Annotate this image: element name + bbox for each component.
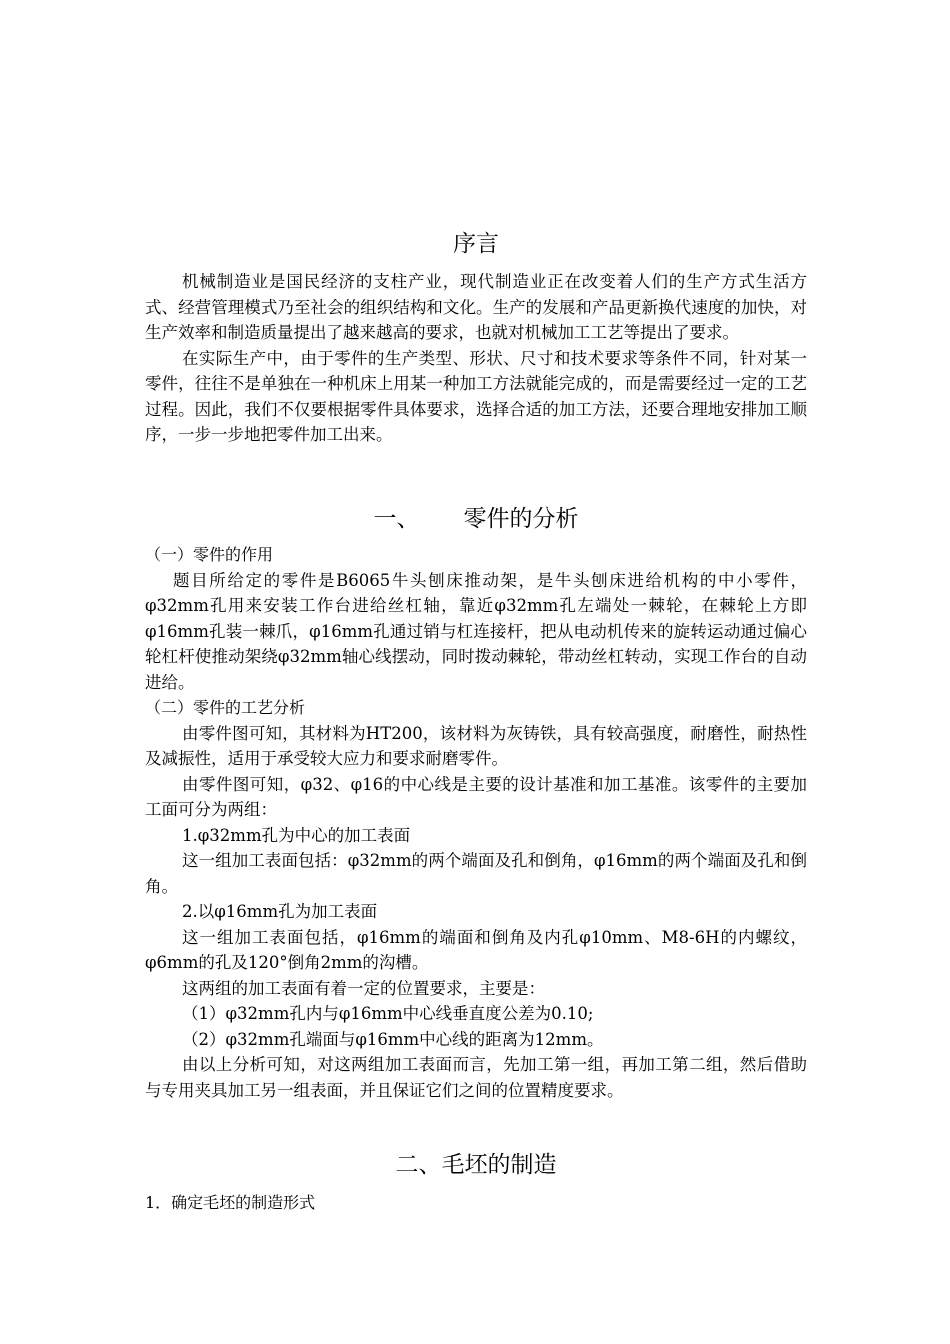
section1-title-number: 一、 xyxy=(373,506,420,532)
section1-title xyxy=(145,504,807,534)
sub2-conclusion: 由以上分析可知，对这两组加工表面而言，先加工第一组，再加工第二组，然后借助与专用夹具加工另一组表面，并且保证它们之间的位置精度要求。 xyxy=(145,1055,807,1100)
section2-item-1: 1．确定毛坯的制造形式 xyxy=(145,1193,316,1212)
section2-title: 二、毛坯的制造 xyxy=(395,1152,557,1178)
preface-body xyxy=(145,269,807,448)
section1-body xyxy=(145,542,807,1103)
sub2-position-intro: 这两组的加工表面有着一定的位置要求，主要是： xyxy=(182,978,545,998)
sub2-group1-paragraph: 这一组加工表面包括：φ32mm的两个端面及孔和倒角，φ16mm的两个端面及孔和倒角。 xyxy=(145,851,807,896)
section1-title-text: 零件的分析 xyxy=(463,506,579,532)
sub2-paragraph-datum: 由零件图可知，φ32、φ16的中心线是主要的设计基准和加工基准。该零件的主要加工面可分为两组： xyxy=(145,774,807,819)
preface-paragraph-2: 在实际生产中，由于零件的生产类型、形状、尺寸和技术要求等条件不同，针对某一零件，往往不是单独在一种机床上用某一种加工方法就能完成的，而是需要经过一定的工艺过程。因此，我们不仅要根据零件具体要求，选择合适的加工方法，还要合理地安排加工顺序，一步一步地把零件加工出来。 xyxy=(145,348,807,444)
sub2-position-item-1: （1）φ32mm孔内与φ16mm中心线垂直度公差为0.10; xyxy=(182,1004,594,1023)
section2-body xyxy=(145,1190,807,1216)
sub2-paragraph-material: 由零件图可知，其材料为HT200，该材料为灰铸铁，具有较高强度，耐磨性，耐热性及减振性，适用于承受较大应力和要求耐磨零件。 xyxy=(145,723,807,768)
sub2-group1-heading: 1.φ32mm孔为中心的加工表面 xyxy=(182,825,411,845)
sub1-paragraph: 题目所给定的零件是B6065牛头刨床推动架，是牛头刨床进给机构的中小零件，φ32mm孔用来安装工作台进给丝杠轴，靠近φ32mm孔左端处一棘轮，在棘轮上方即φ16mm孔装一棘爪，φ16mm孔通过销与杠连接杆，把从电动机传来的旋转运动通过偏心轮杠杆使推动架绕φ32mm轴心线摆动，同时拨动棘轮，带动丝杠转动，实现工作台的自动进给。 xyxy=(145,570,807,692)
sub2-position-item-2: （2）φ32mm孔端面与φ16mm中心线的距离为12mm。 xyxy=(182,1029,604,1049)
sub2-group2-heading: 2.以φ16mm孔为加工表面 xyxy=(182,902,378,921)
sub2-group2-paragraph: 这一组加工表面包括，φ16mm的端面和倒角及内孔φ10mm、M8-6H的内螺纹，φ6mm的孔及120°倒角2mm的沟槽。 xyxy=(145,927,807,972)
preface-paragraph-1: 机械制造业是国民经济的支柱产业，现代制造业正在改变着人们的生产方式生活方式、经营管理模式乃至社会的组织结构和文化。生产的发展和产品更新换代速度的加快，对生产效率和制造质量提出了越来越高的要求，也就对机械加工工艺等提出了要求。 xyxy=(145,272,807,342)
sub2-heading: （二）零件的工艺分析 xyxy=(145,698,306,717)
preface-title: 序言 xyxy=(453,231,499,257)
sub1-heading: （一）零件的作用 xyxy=(145,545,274,564)
